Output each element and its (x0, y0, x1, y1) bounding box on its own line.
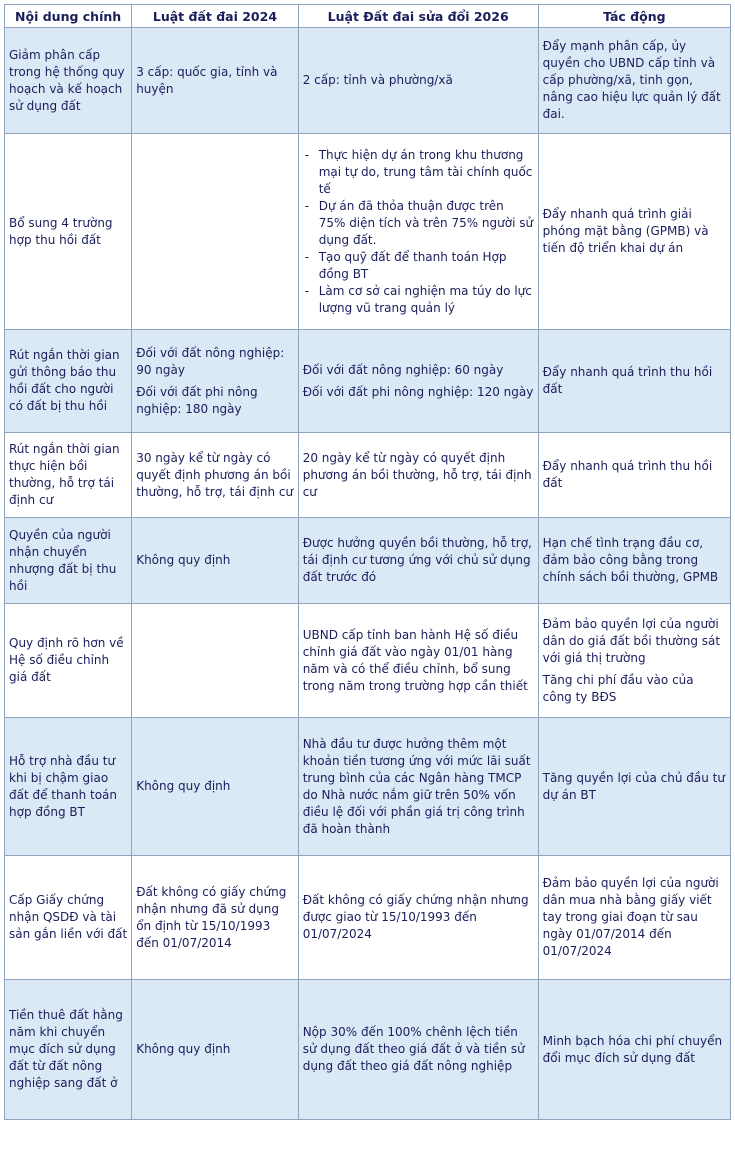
cell-law-2024 (132, 856, 299, 980)
cell-text: Đất không có giấy chứng nhận nhưng được giao từ 15/10/1993 đến 01/07/2024 (302, 893, 529, 941)
cell-text: Hạn chế tình trạng đầu cơ, đảm bảo công bằng trong chính sách bồi thường, GPMB (542, 536, 719, 584)
cell-content: Rút ngắn thời gian gửi thông báo thu hồi đất cho người có đất bị thu hồi (5, 330, 132, 433)
list-item: - Tạo quỹ đất để thanh toán Hợp đồng BT (303, 249, 534, 283)
cell-text: Không quy định (136, 553, 231, 567)
law-comparison-table-container (4, 4, 731, 1120)
law-comparison-table (4, 4, 731, 1120)
cell-text: Đối với đất nông nghiệp: 60 ngày (302, 362, 504, 377)
cell-law-2026 (298, 718, 538, 856)
cell-law-2026 (298, 980, 538, 1120)
cell-text: 3 cấp: quốc gia, tỉnh và huyện (136, 64, 278, 96)
table-row (5, 604, 731, 718)
cell-impact (538, 604, 730, 718)
cell-law-2026 (298, 518, 538, 604)
cell-text: Đảm bảo quyền lợi của người dân mua nhà bằng giấy viết tay trong giai đoạn từ sau ngày 01/07/2014 đến 01/07/2024 (542, 876, 719, 958)
cell-law-2024 (132, 134, 299, 330)
table-row (5, 518, 731, 604)
cell-impact (538, 856, 730, 980)
cell-text: Đất không có giấy chứng nhận nhưng đã sử dụng ổn định từ 15/10/1993 đến 01/07/2014 (136, 884, 287, 950)
cell-content: Tiền thuê đất hằng năm khi chuyển mục đích sử dụng đất từ đất nông nghiệp sang đất ở (5, 980, 132, 1120)
table-row (5, 433, 731, 518)
header-impact: Tác động (538, 5, 730, 28)
cell-content: Quy định rõ hơn về Hệ số điều chỉnh giá đất (5, 604, 132, 718)
cell-text: Tăng chi phí đầu vào của công ty BĐS (542, 672, 694, 704)
cell-impact (538, 518, 730, 604)
cell-law-2026 (298, 856, 538, 980)
cell-law-2026 (298, 28, 538, 134)
cell-text: Tăng quyền lợi của chủ đầu tư dự án BT (542, 770, 725, 802)
cell-text: Đẩy nhanh quá trình thu hồi đất (542, 365, 713, 396)
table-row (5, 980, 731, 1120)
list-item: - Thực hiện dự án trong khu thương mại tự do, trung tâm tài chính quốc tế (303, 147, 534, 198)
cell-text: Đối với đất phi nông nghiệp: 120 ngày (302, 384, 534, 399)
cell-impact (538, 330, 730, 433)
cell-law-2024 (132, 433, 299, 518)
cell-content: Cấp Giấy chứng nhận QSDĐ và tài sản gắn liền với đất (5, 856, 132, 980)
cell-impact (538, 980, 730, 1120)
cell-content: Hỗ trợ nhà đầu tư khi bị chậm giao đất để thanh toán hợp đồng BT (5, 718, 132, 856)
cell-impact (538, 134, 730, 330)
cell-text: Đẩy mạnh phân cấp, ủy quyền cho UBND cấp tỉnh và cấp phường/xã, tinh gọn, nâng cao hiệu lực quản lý đất đai. (542, 39, 721, 121)
table-row (5, 718, 731, 856)
cell-text: Nhà đầu tư được hưởng thêm một khoản tiền tương ứng với mức lãi suất trung bình của các Ngân hàng TMCP do Nhà nước nắm giữ trên 50% vốn điều lệ đối với phần giá trị công trình đã hoàn thành (302, 736, 531, 836)
cell-text: Đẩy nhanh quá trình giải phóng mặt bằng (GPMB) và tiến độ triển khai dự án (542, 207, 709, 255)
list-item: - Làm cơ sở cai nghiện ma túy do lực lượng vũ trang quản lý (303, 283, 534, 317)
table-row (5, 134, 731, 330)
cell-text: Đảm bảo quyền lợi của người dân do giá đất bồi thường sát với giá thị trường (542, 616, 721, 665)
cell-text: UBND cấp tỉnh ban hành Hệ số điều chỉnh giá đất vào ngày 01/01 hàng năm và có thể điều chỉnh, bổ sung trong năm trong trường hợp cần thiết (302, 627, 528, 693)
cell-content: Rút ngắn thời gian thực hiện bồi thường, hỗ trợ tái định cư (5, 433, 132, 518)
table-row (5, 856, 731, 980)
cell-text: 30 ngày kể từ ngày có quyết định phương án bồi thường, hỗ trợ, tái định cư (136, 450, 294, 499)
cell-impact (538, 718, 730, 856)
cell-law-2024 (132, 330, 299, 433)
header-law-2024: Luật đất đai 2024 (132, 5, 299, 28)
cell-content: Quyền của người nhận chuyển nhượng đất bị thu hồi (5, 518, 132, 604)
bullet-list (303, 147, 534, 317)
cell-law-2024 (132, 980, 299, 1120)
cell-text: Đối với đất phi nông nghiệp: 180 ngày (136, 384, 258, 416)
cell-law-2026 (298, 604, 538, 718)
cell-text: Nộp 30% đến 100% chênh lệch tiền sử dụng đất theo giá đất ở và tiền sử dụng đất theo giá đất nông nghiệp (302, 1025, 525, 1073)
cell-text: Không quy định (136, 1042, 231, 1056)
cell-law-2024 (132, 28, 299, 134)
header-row (5, 5, 731, 28)
cell-text: 2 cấp: tỉnh và phường/xã (302, 73, 453, 87)
header-law-2026: Luật Đất đai sửa đổi 2026 (298, 5, 538, 28)
cell-law-2024 (132, 518, 299, 604)
cell-text: Minh bạch hóa chi phí chuyển đổi mục đích sử dụng đất (542, 1033, 723, 1065)
cell-law-2024 (132, 604, 299, 718)
header-content: Nội dung chính (5, 5, 132, 28)
cell-impact (538, 28, 730, 134)
table-row (5, 28, 731, 134)
cell-text: Đẩy nhanh quá trình thu hồi đất (542, 459, 713, 490)
cell-text: Không quy định (136, 779, 231, 793)
cell-text: Đối với đất nông nghiệp: 90 ngày (136, 345, 285, 377)
table-row (5, 330, 731, 433)
cell-law-2026 (298, 330, 538, 433)
cell-content: Bổ sung 4 trường hợp thu hồi đất (5, 134, 132, 330)
cell-law-2026 (298, 134, 538, 330)
cell-text: 20 ngày kể từ ngày có quyết định phương án bồi thường, hỗ trợ, tái định cư (302, 450, 532, 499)
cell-law-2024 (132, 718, 299, 856)
cell-content: Giảm phân cấp trong hệ thống quy hoạch và kế hoạch sử dụng đất (5, 28, 132, 134)
list-item: - Dự án đã thỏa thuận được trên 75% diện tích và trên 75% người sử dụng đất. (303, 198, 534, 249)
cell-law-2026 (298, 433, 538, 518)
cell-text: Được hưởng quyền bồi thường, hỗ trợ, tái định cư tương ứng với chủ sử dụng đất trước đó (302, 536, 532, 584)
cell-impact (538, 433, 730, 518)
